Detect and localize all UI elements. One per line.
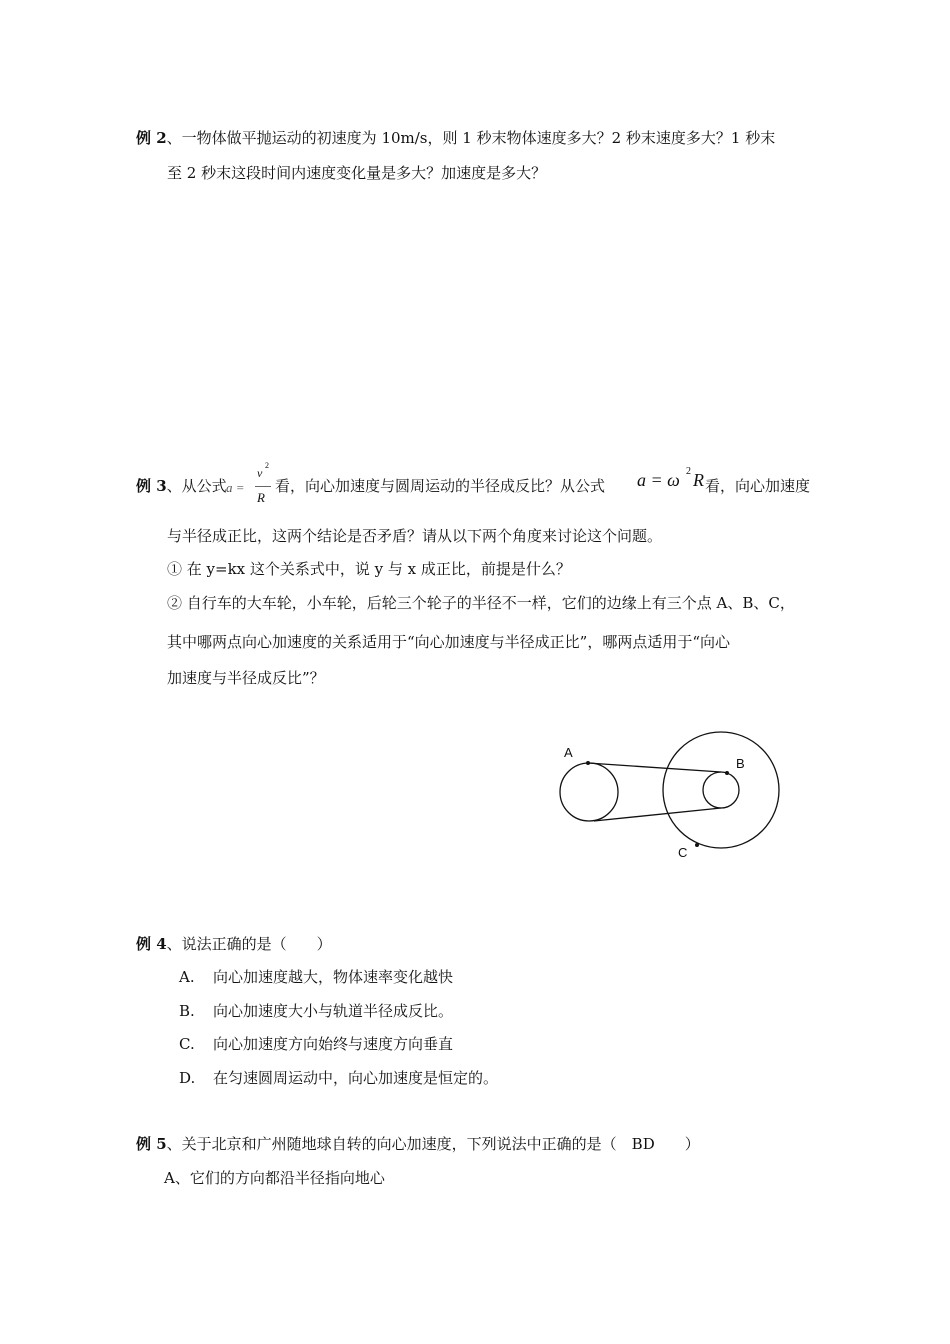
- small-wheel-circle: [560, 763, 618, 821]
- example-4-text: 、说法正确的是（ ）: [166, 935, 332, 953]
- formula-omega2-r: [637, 466, 705, 496]
- formula-1-denominator: R: [257, 490, 265, 505]
- formula-2-exponent: 2: [686, 466, 691, 477]
- example-3-question-2-line-3: 加速度与半径成反比”？: [167, 669, 325, 687]
- example-4-option-d: [179, 1068, 499, 1088]
- option-key: B.: [179, 1002, 195, 1020]
- example-3-question-2-line-2: 其中哪两点向心加速度的关系适用于“向心加速度与半径成正比”，哪两点适用于“向心: [167, 633, 731, 651]
- example-2-label: 例 2: [136, 129, 167, 147]
- example-4-option-b: [179, 1001, 454, 1021]
- example-4-stem: [136, 934, 332, 954]
- option-key: C.: [179, 1035, 195, 1053]
- point-a-dot: [586, 761, 590, 765]
- example-4-label: 例 4: [136, 935, 167, 953]
- label-a: A: [564, 745, 573, 760]
- example-3-label: 例 3: [136, 477, 167, 495]
- example-5-label: 例 5: [136, 1135, 167, 1153]
- point-c-dot: [695, 843, 699, 847]
- option-text: 向心加速度大小与轨道半径成反比。: [213, 1002, 454, 1020]
- option-key: D.: [179, 1069, 196, 1087]
- formula-1-numerator: v: [257, 466, 263, 480]
- example-3-seg-3: 看，向心加速度: [705, 477, 811, 495]
- fraction-bar: [255, 486, 271, 487]
- formula-2-rhs: R: [693, 470, 704, 490]
- rear-hub-circle: [703, 772, 739, 808]
- example-3-question-2-line-1: ② 自行车的大车轮，小车轮，后轮三个轮子的半径不一样，它们的边缘上有三个点 A、B、C，: [167, 594, 795, 612]
- chain-lower-line: [594, 808, 721, 821]
- formula-1-lhs: a =: [226, 480, 245, 495]
- formula-2-lhs: a = ω: [637, 470, 680, 490]
- large-wheel-circle: [663, 732, 779, 848]
- example-5-option-a: A、它们的方向都沿半径指向地心: [164, 1169, 385, 1187]
- example-3-question-1: ① 在 y=kx 这个关系式中，说 y 与 x 成正比，前提是什么？: [167, 560, 571, 578]
- example-4-option-a: [179, 967, 454, 987]
- wheels-diagram: [548, 730, 788, 870]
- example-5-text: 、关于北京和广州随地球自转的向心加速度，下列说法中正确的是（ BD ）: [166, 1135, 700, 1153]
- option-key: A.: [179, 968, 195, 986]
- option-text: 在匀速圆周运动中，向心加速度是恒定的。: [213, 1069, 499, 1087]
- label-b: B: [736, 756, 745, 771]
- label-c: C: [678, 845, 688, 860]
- example-2-line-1: [136, 128, 775, 148]
- example-4-option-c: [179, 1034, 454, 1054]
- point-b-dot: [725, 771, 729, 775]
- formula-v2-over-r: [226, 461, 278, 510]
- option-text: 向心加速度越大，物体速率变化越快: [213, 968, 454, 986]
- example-3-seg-2: 看，向心加速度与圆周运动的半径成反比？从公式: [275, 477, 606, 495]
- formula-1-exponent: 2: [265, 461, 269, 470]
- example-3-seg-1: 、从公式: [166, 477, 227, 495]
- example-5-stem: [136, 1134, 700, 1154]
- example-3-line-1: [136, 476, 227, 496]
- example-3-line-2: 与半径成正比，这两个结论是否矛盾？请从以下两个角度来讨论这个问题。: [167, 527, 663, 545]
- example-2-text: 、一物体做平抛运动的初速度为 10m/s，则 1 秒末物体速度多大？2 秒末速度多大？1 秒末: [166, 129, 776, 147]
- example-2-line-2: 至 2 秒末这段时间内速度变化量是多大？加速度是多大？: [167, 164, 547, 182]
- option-text: 向心加速度方向始终与速度方向垂直: [213, 1035, 454, 1053]
